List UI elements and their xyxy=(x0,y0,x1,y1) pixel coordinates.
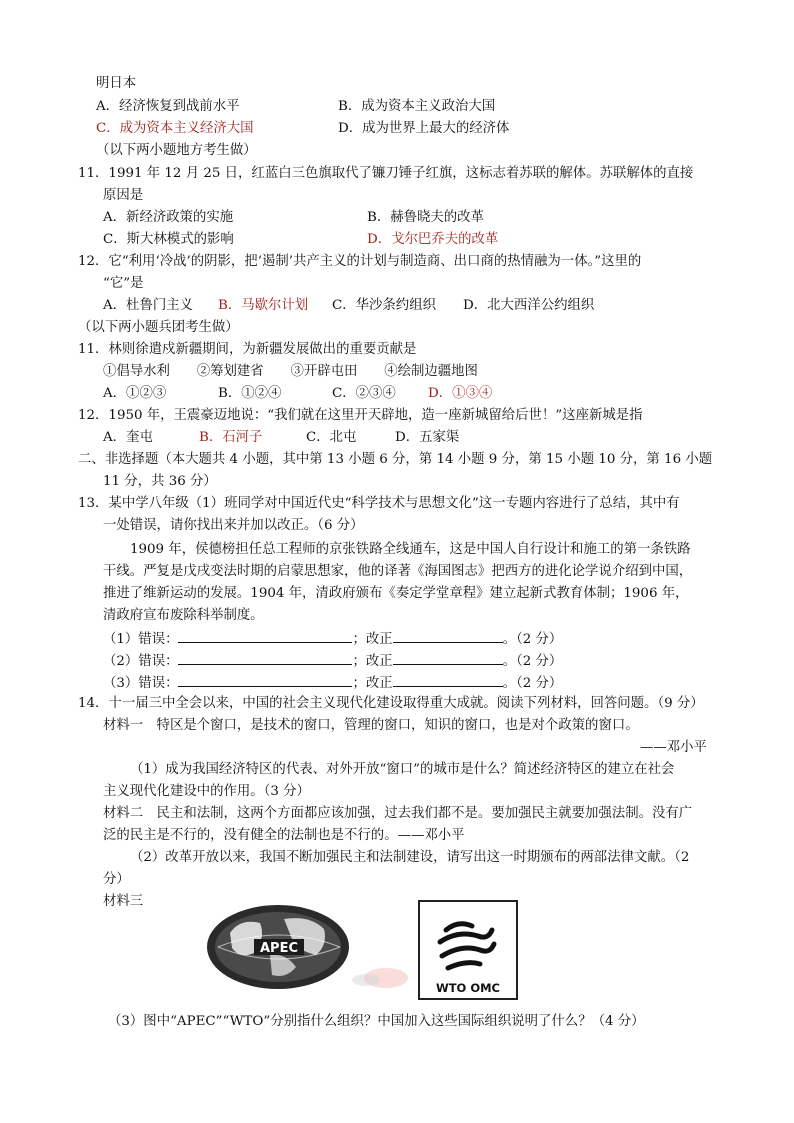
q12-option-d: D．北大西洋公约组织 xyxy=(463,298,595,313)
fix-blank-3[interactable] xyxy=(393,672,503,687)
q13-passage-line1: 1909 年，侯德榜担任总工程师的京张铁路全线通车，这是中国人自行设计和施工的第一条铁路 xyxy=(130,542,691,557)
q12-stem-line1: 12．它“利用‘冷战’的阴影，把‘遏制’共产主义的计划与制造商、出口商的热情融为一体。”这里的 xyxy=(78,254,642,269)
error-label: （3）错误： xyxy=(103,676,179,691)
q11-option-b: B．赫鲁晓夫的改革 xyxy=(367,210,484,225)
q12-stem-line2: “它”是 xyxy=(103,276,144,291)
q13-passage-line3: 推进了维新运动的发展。1904 年，清政府颁布《奏定学堂章程》建立起新式教育体制；1906 年， xyxy=(103,586,689,601)
points-label: 。（2 分） xyxy=(502,632,563,647)
q14-sub3: （3）图中“APEC”“WTO”分别指什么组织？中国加入这些国际组织说明了什么？（4 分） xyxy=(108,1014,645,1029)
q11b-option-c: C．②③④ xyxy=(332,386,396,401)
watermark-smudge xyxy=(346,962,416,992)
apec-logo-text: APEC xyxy=(259,941,299,956)
q11b-option-a: A．①②③ xyxy=(103,386,167,401)
fix-label: ；改正 xyxy=(352,654,393,669)
q12b-option-b-answer: B．石河子 xyxy=(199,430,263,445)
section-note-local: （以下两小题地方考生做） xyxy=(96,143,257,158)
q14-sub2-line1: （2）改革开放以来，我国不断加强民主和法制建设，请写出这一时期颁布的两部法律文献。（2 xyxy=(130,850,690,865)
fix-label: ；改正 xyxy=(352,632,393,647)
points-label: 。（2 分） xyxy=(502,654,563,669)
q14-material2-line1: 材料二 民主和法制，这两个方面都应该加强，过去我们都不是。要加强民主就要加强法制。没有广 xyxy=(103,806,693,821)
q12-option-c: C．华沙条约组织 xyxy=(332,298,436,313)
q11b-option-b: B．①②④ xyxy=(218,386,282,401)
q12-option-b-answer: B．马歇尔计划 xyxy=(218,298,309,313)
q13-answer-row-3 xyxy=(103,672,562,694)
q11b-items: ①倡导水利 ②筹划建省 ③开辟屯田 ④绘制边疆地图 xyxy=(103,364,478,379)
q13-answer-row-1 xyxy=(103,628,562,650)
q14-sub1-line2: 主义现代化建设中的作用。（3 分） xyxy=(103,784,310,799)
prev-question-tail: 明日本 xyxy=(96,76,137,91)
q14-stem: 14．十一届三中全会以来，中国的社会主义现代化建设取得重大成就。阅读下列材料，回答问题。（9 分） xyxy=(78,696,704,711)
q14-material1: 材料一 特区是个窗口，是技术的窗口，管理的窗口，知识的窗口，也是对个政策的窗口。 xyxy=(103,718,639,733)
section-note-corps: （以下两小题兵团考生做） xyxy=(78,320,239,335)
section2-header-line1: 二、非选择题（本大题共 4 小题，其中第 13 小题 6 分，第 14 小题 9 分，第 15 小题 10 分，第 16 小题 xyxy=(78,452,713,467)
q14-sub2-line2: 分） xyxy=(103,872,130,887)
section2-header-line2: 11 分，共 36 分） xyxy=(103,474,217,489)
error-blank-2[interactable] xyxy=(178,650,352,665)
q12b-option-d: D．五家渠 xyxy=(395,430,460,445)
q14-material3-label: 材料三 xyxy=(103,894,144,909)
option-a: A．经济恢复到战前水平 xyxy=(96,99,240,114)
error-blank-1[interactable] xyxy=(178,628,352,643)
points-label: 。（2 分） xyxy=(502,676,563,691)
q11-option-a: A．新经济政策的实施 xyxy=(103,210,234,225)
q11-option-d-answer: D．戈尔巴乔夫的改革 xyxy=(367,232,499,247)
q11b-option-d-answer: D．①③④ xyxy=(428,386,493,401)
option-b: B．成为资本主义政治大国 xyxy=(338,99,496,114)
fix-blank-1[interactable] xyxy=(393,628,503,643)
q13-stem-line1: 13．某中学八年级（1）班同学对中国近代史“科学技术与思想文化”这一专题内容进行了总结，其中有 xyxy=(78,496,680,511)
option-d: D．成为世界上最大的经济体 xyxy=(338,121,510,136)
q13-passage-line4: 清政府宣布废除科举制度。 xyxy=(103,608,264,623)
q11b-stem: 11．林则徐遣戍新疆期间，为新疆发展做出的重要贡献是 xyxy=(78,342,417,357)
q13-stem-line2: 一处错误，请你找出来并加以改正。（6 分） xyxy=(103,518,364,533)
fix-label: ；改正 xyxy=(352,676,393,691)
q12b-stem: 12．1950 年，王震豪迈地说：“我们就在这里开天辟地，造一座新城留给后世！”这座新城是指 xyxy=(78,408,643,423)
error-label: （1）错误： xyxy=(103,632,179,647)
fix-blank-2[interactable] xyxy=(393,650,503,665)
q13-answer-row-2 xyxy=(103,650,562,672)
q12-option-a: A．杜鲁门主义 xyxy=(103,298,194,313)
q11-stem-line2: 原因是 xyxy=(103,188,144,203)
q14-material1-source: ——邓小平 xyxy=(640,740,707,755)
q14-sub1-line1: （1）成为我国经济特区的代表、对外开放“窗口”的城市是什么？简述经济特区的建立在社会 xyxy=(130,762,675,777)
q12b-option-c: C．北屯 xyxy=(306,430,357,445)
wto-logo-text: WTO OMC xyxy=(436,981,500,995)
q12b-option-a: A．奎屯 xyxy=(103,430,153,445)
q11-option-c: C．斯大林模式的影响 xyxy=(103,232,234,247)
wto-logo-icon xyxy=(418,900,518,1000)
apec-logo-icon xyxy=(200,893,352,997)
q14-material2-line2: 泛的民主是不行的，没有健全的法制也是不行的。——邓小平 xyxy=(103,828,465,843)
option-c-answer: C．成为资本主义经济大国 xyxy=(96,121,254,136)
q11-stem-line1: 11．1991 年 12 月 25 日，红蓝白三色旗取代了镰刀锤子红旗，这标志着苏联的解体。苏联解体的直接 xyxy=(78,166,694,181)
error-blank-3[interactable] xyxy=(178,672,352,687)
q13-passage-line2: 干线。严复是戊戌变法时期的启蒙思想家，他的译著《海国图志》把西方的进化论学说介绍到中国， xyxy=(103,564,693,579)
error-label: （2）错误： xyxy=(103,654,179,669)
